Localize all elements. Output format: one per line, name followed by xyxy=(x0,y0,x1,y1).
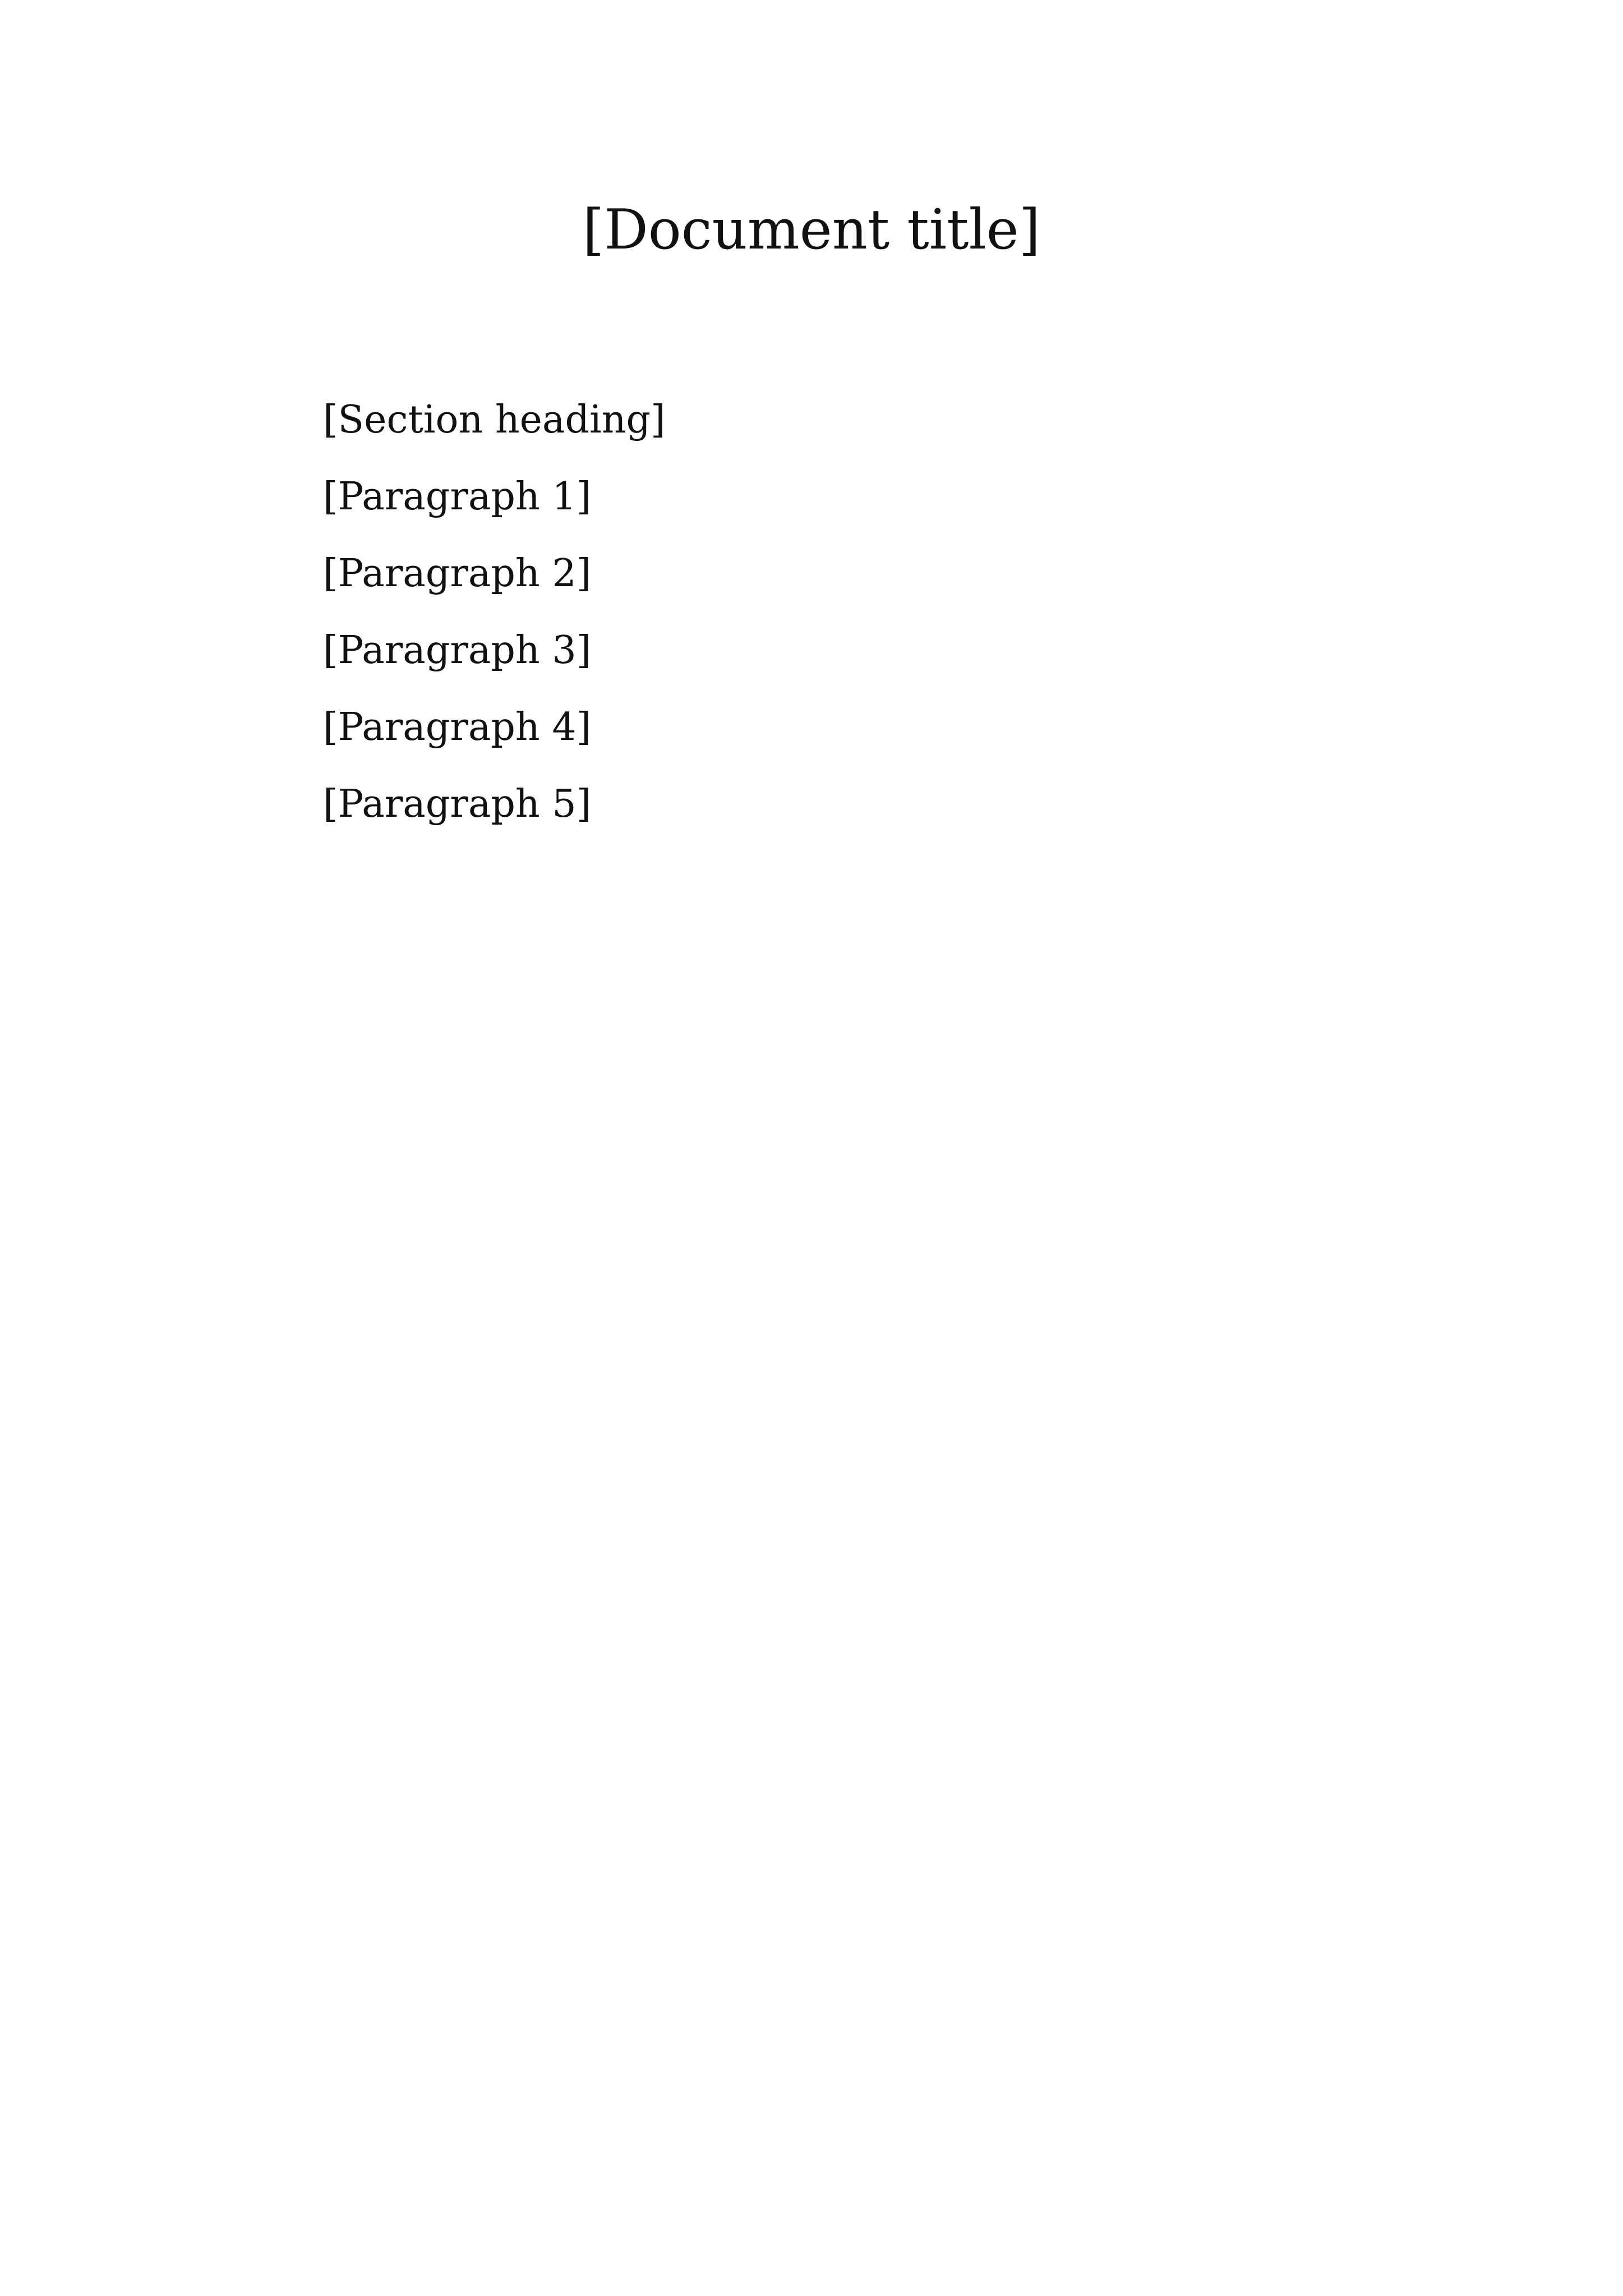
page-title: [Document title] xyxy=(582,198,1041,262)
document-body xyxy=(247,381,1391,843)
paragraph: [Paragraph 3] xyxy=(323,628,592,673)
section-heading: [Section heading] xyxy=(323,398,666,442)
paragraph: [Paragraph 5] xyxy=(323,782,592,826)
paragraph: [Paragraph 1] xyxy=(323,475,592,519)
paragraph: [Paragraph 4] xyxy=(323,705,592,749)
paragraph: [Paragraph 2] xyxy=(323,551,592,596)
